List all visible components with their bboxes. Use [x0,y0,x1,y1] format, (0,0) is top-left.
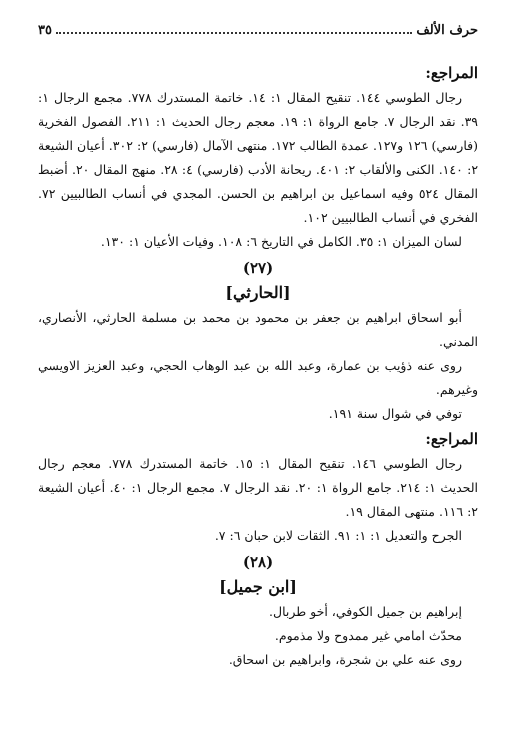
references-paragraph: رجال الطوسي ١٤٤. تنقيح المقال ١: ١٤. خاتمة المستدرك ٧٧٨. مجمع الرجال ١: ٣٩. نقد الرجال ٧. جامع الرواة ١: ١٩. معجم رجال الحديث ١: ٢١١. الفصول الفخرية (فارسي) ١٢٦ و١٢٧. عمدة الطالب ١٧٢. منتهى الآمال (فارسي) ٢: ٣٠٢. أعيان الشيعة ٢: ١٤٠. الكنى والألقاب ٢: ٤٠١. ريحانة الأدب (فارسي) ٤: ٢٨. منهج المقال ٢٠. أضبط المقال ٥٢٤ وفيه اسماعيل بن ابراهيم بن الحسن. المجدي في أنساب الطالبيين ٧٢. الفخري في أنساب الطالبيين ١٠٢. [38,90,479,225]
entry-name: [ابن جميل] [219,577,297,596]
entry-paragraph: إبراهيم بن جميل الكوفي، أخو طربال. [269,604,462,619]
references-heading: المراجع: [425,430,478,448]
entry-paragraph: محدّث امامي غير ممدوح ولا مذموم. [274,628,462,643]
entry-paragraph: روى عنه علي بن شجرة، وابراهيم بن اسحاق. [228,652,462,667]
leader-dots [56,24,412,34]
page-body [38,60,478,672]
entry-paragraph: أبو اسحاق ابراهيم بن جعفر بن محمود بن محمد بن مسلمة الحارثي، الأنصاري، المدني. [38,310,478,349]
references-paragraph: لسان الميزان ١: ٣٥. الكامل في التاريخ ٦: ١٠٨. وفيات الأعيان ١: ١٣٠. [100,234,462,249]
running-header [38,20,478,40]
references-paragraph: رجال الطوسي ١٤٦. تنقيح المقال ١: ١٥. خاتمة المستدرك ٧٧٨. معجم رجال الحديث ١: ٢١٤. جامع الرواة ١: ٢٠. نقد الرجال ٧. مجمع الرجال ١: ٤٠. أعيان الشيعة ٢: ١١٦. منتهى المقال ١٩. [38,456,479,519]
entry-number: (٢٧) [242,259,274,277]
entry-name: [الحارثي] [225,283,291,302]
references-paragraph: الجرح والتعديل ١: ١: ٩١. الثقات لابن حبان ٦: ٧. [214,528,462,543]
entry-paragraph: روى عنه ذؤيب بن عمارة، وعبد الله بن عبد الوهاب الحجي، وعبد العزيز الاويسي وغيرهم. [38,358,478,397]
page-number: ٣٥ [38,22,52,38]
references-heading: المراجع: [425,64,478,82]
entry-number: (٢٨) [242,553,274,571]
chapter-title: حرف الألف [416,22,478,38]
entry-paragraph: توفي في شوال سنة ١٩١. [328,406,462,421]
